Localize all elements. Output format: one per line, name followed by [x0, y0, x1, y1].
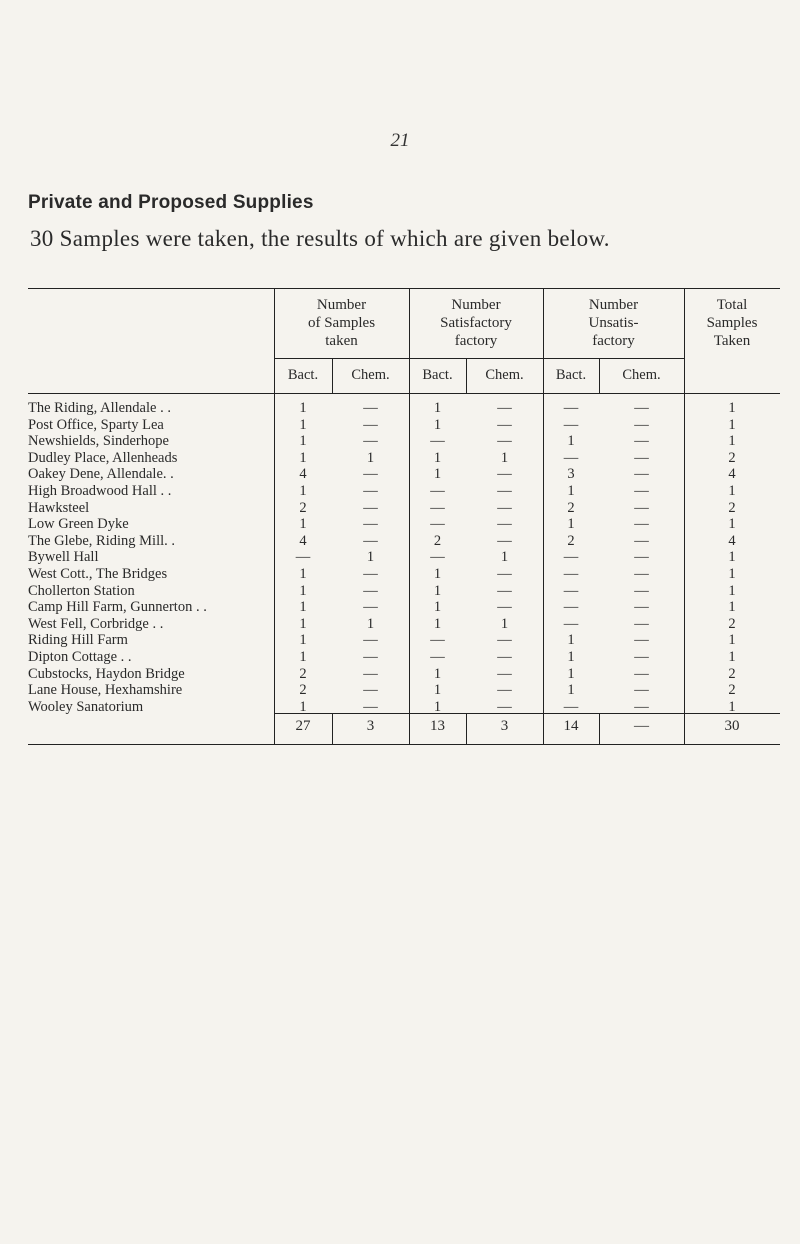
place-name: West Fell, Corbridge . . — [28, 615, 164, 632]
table-cell: 1 — [567, 433, 575, 450]
header-unsatisfactory: Number Unsatis- factory — [588, 297, 639, 349]
table-cell: 4 — [728, 466, 736, 483]
header-bottom-rule — [28, 393, 780, 394]
table-cell: 1 — [433, 615, 442, 632]
table-cell: 1 — [728, 400, 736, 416]
table-cell: — — [363, 582, 378, 599]
table-cell: 1 — [299, 400, 307, 416]
intro-text: 30 Samples were taken, the results of which are given below. — [30, 226, 610, 251]
table-cell: 2 — [567, 532, 575, 549]
table-cell: — — [497, 532, 512, 549]
place-name: West Cott., The Bridges — [28, 566, 168, 582]
total-cell: 27 — [295, 718, 311, 734]
table-cell: 1 — [728, 566, 736, 582]
table-cell: — — [634, 582, 649, 599]
table-cell: — — [497, 400, 512, 416]
place-name: Camp Hill Farm, Gunnerton . . — [28, 599, 207, 616]
table-cell: — — [563, 698, 579, 715]
table-cell: 1 — [433, 566, 442, 582]
subheader-bact: Bact. — [555, 367, 587, 383]
table-cell: 1 — [728, 698, 736, 715]
header-samples-taken: Number of Samples taken — [307, 297, 376, 349]
table-cell: 1 — [500, 615, 509, 632]
subheader-bact: Bact. — [422, 367, 453, 383]
table-cell: — — [497, 665, 512, 682]
table-row — [0, 699, 800, 718]
totals-row — [0, 718, 800, 740]
place-name: Dudley Place, Allenheads — [28, 449, 178, 466]
table-cell: — — [634, 532, 649, 549]
table-cell: — — [497, 433, 512, 450]
place-name: The Riding, Allendale . . — [28, 400, 171, 416]
table-cell: — — [497, 698, 512, 715]
table-cell: — — [563, 549, 579, 566]
table-cell: 1 — [299, 449, 307, 466]
table-cell: — — [634, 499, 649, 516]
table-cell: — — [497, 632, 512, 649]
table-cell: — — [563, 599, 579, 616]
table-cell: — — [363, 400, 378, 416]
table-cell: — — [634, 682, 649, 699]
table-cell: 1 — [366, 449, 375, 466]
table-bottom-rule — [28, 744, 780, 745]
total-cell: 14 — [563, 718, 579, 734]
table-cell: — — [363, 566, 378, 582]
subheader-chem: Chem. — [622, 367, 661, 383]
table-cell: 1 — [433, 582, 442, 599]
place-name: Hawksteel — [28, 499, 90, 516]
table-cell: 1 — [299, 416, 307, 433]
place-name: Post Office, Sparty Lea — [28, 416, 164, 433]
table-cell: — — [430, 433, 445, 450]
place-name: High Broadwood Hall . . — [28, 483, 172, 499]
total-cell: — — [634, 718, 649, 734]
table-cell: 2 — [567, 499, 575, 516]
total-cell: 13 — [430, 718, 445, 734]
table-cell: 4 — [299, 532, 307, 549]
header-total-samples: Total Samples Taken — [706, 297, 758, 349]
table-cell: — — [363, 532, 378, 549]
table-cell: — — [363, 665, 378, 682]
table-cell: 3 — [567, 466, 575, 483]
table-cell: — — [563, 400, 579, 416]
table-cell: — — [497, 499, 512, 516]
table-cell: 2 — [728, 499, 736, 516]
table-cell: — — [363, 516, 378, 533]
table-cell: — — [497, 682, 512, 699]
place-name: Dipton Cottage . . — [28, 649, 132, 665]
table-cell: — — [634, 599, 649, 616]
place-name: Riding Hill Farm — [28, 632, 128, 649]
table-cell: 2 — [299, 665, 307, 682]
table-cell: — — [497, 649, 512, 665]
table-cell: 2 — [728, 449, 736, 466]
total-cell: 30 — [724, 718, 740, 734]
table-cell: — — [497, 516, 512, 533]
table-cell: 1 — [433, 416, 442, 433]
table-cell: — — [634, 632, 649, 649]
table-cell: 1 — [567, 483, 575, 499]
table-cell: 2 — [299, 682, 307, 699]
table-cell: 1 — [567, 682, 575, 699]
table-cell: 2 — [728, 682, 736, 699]
table-cell: 1 — [433, 665, 442, 682]
table-cell: 1 — [299, 433, 307, 450]
table-cell: — — [634, 698, 649, 715]
table-cell: — — [563, 582, 579, 599]
table-cell: 1 — [299, 599, 307, 616]
table-cell: — — [430, 632, 445, 649]
total-cell: 3 — [366, 718, 375, 734]
place-name: Bywell Hall — [28, 549, 99, 566]
subheader-bact: Bact. — [287, 367, 319, 383]
table-cell: — — [363, 499, 378, 516]
table-cell: — — [563, 416, 579, 433]
place-name: Lane House, Hexhamshire — [28, 682, 183, 699]
table-cell: — — [634, 665, 649, 682]
table-cell: 1 — [728, 599, 736, 616]
place-name: Newshields, Sinderhope — [28, 433, 169, 450]
table-cell: 1 — [567, 665, 575, 682]
place-name: Low Green Dyke — [28, 516, 129, 533]
page-number: 21 — [390, 130, 410, 151]
table-cell: 1 — [433, 682, 442, 699]
table-cell: 1 — [728, 632, 736, 649]
table-cell: — — [363, 698, 378, 715]
table-cell: — — [363, 649, 378, 665]
table-cell: 1 — [728, 549, 736, 566]
table-cell: — — [363, 483, 378, 499]
table-cell: 1 — [366, 549, 375, 566]
table-cell: — — [295, 549, 311, 566]
table-cell: — — [563, 449, 579, 466]
table-cell: 4 — [299, 466, 307, 483]
section-heading: Private and Proposed Supplies — [28, 192, 314, 213]
table-cell: 4 — [728, 532, 736, 549]
table-cell: — — [563, 566, 579, 582]
table-cell: 1 — [728, 416, 736, 433]
table-cell: — — [363, 682, 378, 699]
place-name: Oakey Dene, Allendale. . — [28, 466, 174, 483]
table-cell: — — [563, 615, 579, 632]
table-cell: 1 — [299, 649, 307, 665]
table-cell: — — [634, 416, 649, 433]
table-cell: — — [363, 632, 378, 649]
table-cell: — — [363, 466, 378, 483]
table-cell: 1 — [567, 649, 575, 665]
table-cell: 1 — [567, 632, 575, 649]
table-cell: — — [430, 649, 445, 665]
table-cell: 1 — [433, 466, 442, 483]
subheader-chem: Chem. — [351, 367, 390, 383]
table-cell: 1 — [567, 516, 575, 533]
table-cell: 2 — [728, 665, 736, 682]
table-cell: 1 — [299, 516, 307, 533]
table-cell: — — [634, 433, 649, 450]
table-cell: — — [634, 449, 649, 466]
table-cell: — — [634, 483, 649, 499]
table-cell: — — [363, 416, 378, 433]
table-cell: 1 — [728, 649, 736, 665]
table-cell: 1 — [366, 615, 375, 632]
table-cell: — — [497, 599, 512, 616]
table-cell: 1 — [728, 483, 736, 499]
table-cell: — — [430, 549, 445, 566]
table-cell: — — [634, 549, 649, 566]
table-cell: — — [634, 649, 649, 665]
table-cell: — — [634, 615, 649, 632]
place-name: The Glebe, Riding Mill. . — [28, 532, 175, 549]
table-cell: — — [363, 599, 378, 616]
table-cell: — — [497, 566, 512, 582]
table-cell: 1 — [500, 449, 509, 466]
table-cell: 1 — [433, 599, 442, 616]
table-cell: — — [634, 516, 649, 533]
place-name: Chollerton Station — [28, 582, 135, 599]
table-cell: 1 — [299, 632, 307, 649]
table-cell: — — [497, 416, 512, 433]
table-cell: — — [430, 499, 445, 516]
table-cell: — — [497, 466, 512, 483]
table-cell: — — [430, 483, 445, 499]
table-cell: — — [634, 466, 649, 483]
place-name: Wooley Sanatorium — [28, 698, 144, 715]
table-cell: 2 — [433, 532, 442, 549]
table-cell: 1 — [728, 433, 736, 450]
place-name: Cubstocks, Haydon Bridge — [28, 665, 185, 682]
table-cell: 1 — [728, 582, 736, 599]
table-cell: 1 — [500, 549, 509, 566]
table-cell: 1 — [433, 449, 442, 466]
table-cell: — — [430, 516, 445, 533]
header-satisfactory: Number Satisfactory factory — [440, 297, 512, 349]
table-cell: 2 — [728, 615, 736, 632]
table-cell: — — [363, 433, 378, 450]
table-cell: 1 — [299, 566, 307, 582]
table-cell: — — [497, 582, 512, 599]
table-cell: 1 — [433, 400, 442, 416]
table-cell: 2 — [299, 499, 307, 516]
table-top-rule — [28, 288, 780, 289]
subheader-chem: Chem. — [485, 367, 524, 383]
table-cell: 1 — [299, 615, 307, 632]
table-cell: 1 — [299, 483, 307, 499]
subheader-top-rule — [274, 358, 684, 359]
table-cell: 1 — [299, 582, 307, 599]
table-cell: — — [497, 483, 512, 499]
total-cell: 3 — [500, 718, 509, 734]
table-cell: — — [634, 566, 649, 582]
table-cell: 1 — [728, 516, 736, 533]
table-cell: 1 — [433, 698, 442, 715]
table-cell: — — [634, 400, 649, 416]
table-cell: 1 — [299, 698, 307, 715]
